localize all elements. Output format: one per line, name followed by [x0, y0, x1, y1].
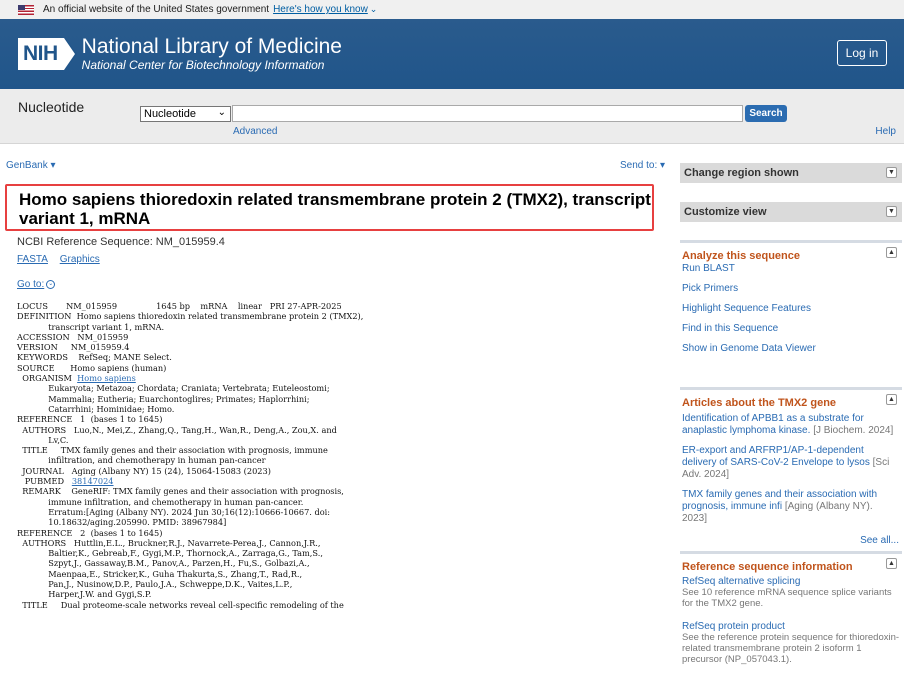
- goto-label: Go to:: [17, 279, 45, 290]
- send-to-label: Send to:: [620, 160, 658, 171]
- record-title: Homo sapiens thioredoxin related transmembrane protein 2 (TMX2), transcript variant 1, mRNA: [19, 190, 651, 228]
- graphics-link[interactable]: Graphics: [59, 254, 100, 265]
- flatfile-header: LOCUS NM_015959 1645 bp mRNA linear PRI 27-APR-2025 DEFINITION Homo sapiens thioredoxin related transmembrane protein 2 (TMX2), transcript variant 1, mRNA. ACCESSION NM_015959 VERSION NM_015959.4 KEYWORDS RefSeq; MANE Select. SOURCE Homo sapiens (human) ORGANISM: [17, 301, 364, 384]
- refseq-info-item[interactable]: [680, 618, 902, 668]
- gov-banner-text: An official website of the United States government: [43, 4, 270, 15]
- format-menu[interactable]: [6, 160, 56, 171]
- search-input[interactable]: [232, 105, 743, 122]
- caret-down-icon: ▾: [660, 160, 666, 171]
- us-flag-icon: [18, 5, 34, 15]
- refseq-info-title: Reference sequence information: [682, 561, 853, 573]
- article-source: [Sci Adv. 2024]: [682, 457, 890, 480]
- database-select-value: Nucleotide: [144, 108, 196, 120]
- genome-data-viewer-link[interactable]: Show in Genome Data Viewer: [682, 343, 816, 354]
- login-button[interactable]: Log in: [837, 40, 887, 66]
- chevron-up-icon[interactable]: ▲: [886, 394, 897, 405]
- search-bar: [0, 89, 904, 144]
- record-title-box: [5, 184, 654, 231]
- format-menu-label: GenBank: [6, 160, 48, 171]
- chevron-up-icon[interactable]: ▲: [886, 558, 897, 569]
- refseq-info-item[interactable]: [680, 573, 902, 612]
- refseq-item-desc: See the reference protein sequence for thioredoxin-related transmembrane protein 2 isoform 1 precursor (NP_057043.1).: [682, 632, 900, 665]
- analyze-portlet: [680, 240, 902, 359]
- format-links: [17, 254, 109, 265]
- article-source: [Aging (Albany NY). 2023]: [682, 501, 873, 524]
- chevron-down-icon[interactable]: ▼: [886, 167, 897, 178]
- caret-down-icon: ▾: [50, 160, 56, 171]
- article-title[interactable]: Identification of APBB1 as a substrate for anaplastic lymphoma kinase.: [682, 413, 864, 436]
- site-subtitle: National Center for Biotechnology Information: [81, 58, 325, 72]
- refseq-item-desc: See 10 reference mRNA sequence splice variants for the TMX2 gene.: [682, 587, 892, 609]
- nih-logo-badge: NIH: [18, 38, 64, 70]
- database-name: Nucleotide: [18, 99, 85, 115]
- search-button[interactable]: Search: [745, 105, 787, 122]
- goto-menu[interactable]: [17, 279, 55, 290]
- pick-primers-link[interactable]: Pick Primers: [682, 283, 739, 294]
- articles-title: Articles about the TMX2 gene: [682, 397, 837, 409]
- gov-banner: [0, 0, 904, 19]
- genbank-flatfile: [17, 301, 363, 610]
- organism-link[interactable]: Homo sapiens: [77, 373, 136, 384]
- refseq-info-portlet: [680, 551, 902, 668]
- database-select[interactable]: [140, 106, 231, 122]
- article-item[interactable]: [680, 441, 902, 485]
- how-you-know-link[interactable]: Here's how you know: [273, 4, 368, 15]
- site-title: National Library of Medicine: [81, 35, 342, 58]
- chevron-up-icon[interactable]: ▲: [886, 247, 897, 258]
- analyze-title: Analyze this sequence: [682, 250, 800, 262]
- customize-view-panel[interactable]: [680, 202, 902, 222]
- fasta-link[interactable]: FASTA: [17, 254, 48, 265]
- refseq-item-title[interactable]: RefSeq alternative splicing: [682, 576, 801, 587]
- chevron-down-icon[interactable]: ⌄: [369, 4, 378, 14]
- run-blast-link[interactable]: Run BLAST: [682, 263, 735, 274]
- site-header: [0, 19, 904, 89]
- advanced-search-link[interactable]: Advanced: [233, 126, 278, 137]
- flatfile-reference-2: REMARK GeneRIF: TMX family genes and their association with prognosis, immune infiltration, and chemotherapy in human pan-cancer. Erratum:[Aging (Albany NY). 2024 Jun 30;16(12):10666-10667. doi: 10.18632/aging.205990. PMID: 38967984] REFERENCE 2 (bases 1 to 1645) AUTHORS Huttlin,E.L., Bruckner,R.J., Navarrete-Perea,J., Cannon,J.R., Baltier,K., Gebreab,F., Gygi,M.P., Thornock,A., Zarraga,G., Tam,S., Szpyt,J., Gassaway,B.M., Panov,A., Parzen,H., Fu,S., Golbazi,A., Maenpaa,E., Stricker,K., Guha Thakurta,S., Zhang,T., Rad,R., Pan,J., Nusinow,D.P., Paulo,J.A., Schweppe,D.K., Vaites,L.P., Harper,J.W. and Gygi,S.P. TITLE Dual proteome-scale networks reveal cell-specific remodeling of the: [17, 486, 344, 610]
- article-title[interactable]: TMX family genes and their association with prognosis, immune infi: [682, 489, 878, 512]
- refseq-accession: NCBI Reference Sequence: NM_015959.4: [17, 236, 225, 248]
- see-all-link[interactable]: See all...: [860, 535, 899, 546]
- customize-view-label: Customize view: [684, 206, 767, 218]
- nlm-logo[interactable]: [18, 36, 342, 72]
- pubmed-link[interactable]: 38147024: [71, 476, 114, 487]
- send-to-menu[interactable]: [620, 160, 665, 171]
- sidebar: [680, 163, 902, 665]
- article-item[interactable]: [680, 485, 902, 529]
- change-region-label: Change region shown: [684, 167, 799, 179]
- chevron-down-icon: ⌄: [217, 107, 226, 118]
- change-region-panel[interactable]: [680, 163, 902, 183]
- article-title[interactable]: ER-export and ARFRP1/AP-1-dependent delivery of SARS-CoV-2 Envelope to lysos: [682, 445, 870, 468]
- article-source: [J Biochem. 2024]: [813, 425, 894, 436]
- articles-portlet: [680, 387, 902, 546]
- chevron-down-icon[interactable]: ▼: [886, 206, 897, 217]
- article-item[interactable]: [680, 409, 902, 441]
- find-in-sequence-link[interactable]: Find in this Sequence: [682, 323, 779, 334]
- help-link[interactable]: Help: [875, 126, 896, 137]
- chevron-down-icon: ⌄: [48, 280, 54, 287]
- flatfile-reference-1: Eukaryota; Metazoa; Chordata; Craniata; Vertebrata; Euteleostomi; Mammalia; Eutheria; Euarchontoglires; Primates; Haplorrhini; Catarrhini; Hominidae; Homo. REFERENCE 1 (bases 1 to 1645) AUTHORS Luo,N., Mei,Z., Zhang,Q., Tang,H., Wan,R., Deng,A., Zou,X. and Lv,C. TITLE TMX family genes and their association with prognosis, immune infiltration, and chemotherapy in human pan-cancer JOURNAL Aging (Albany NY) 15 (24), 15064-15083 (2023) PUBMED: [17, 383, 337, 487]
- highlight-features-link[interactable]: Highlight Sequence Features: [682, 303, 811, 314]
- refseq-item-title[interactable]: RefSeq protein product: [682, 621, 785, 632]
